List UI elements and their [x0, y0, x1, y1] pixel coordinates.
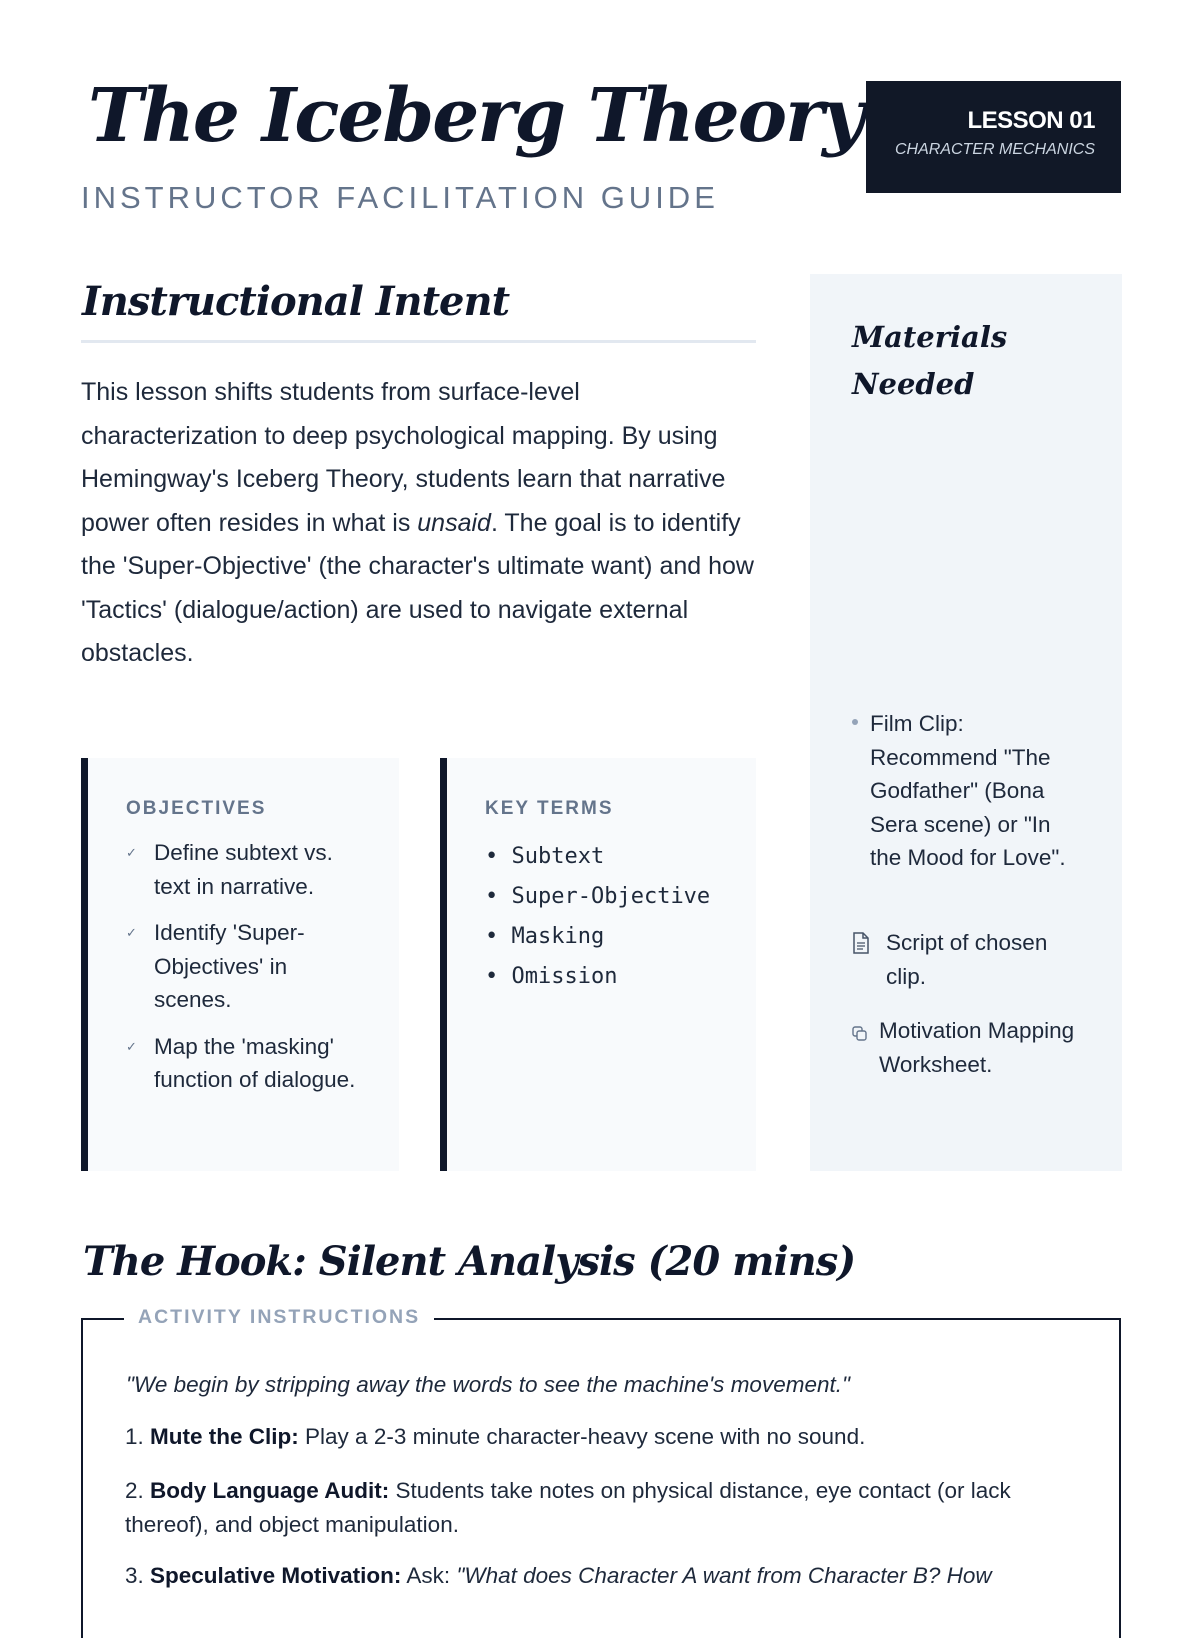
intent-body-before: This lesson shifts students from surface-level characterization to deep psychological mapping. By using Hemingway's Iceberg Theory, students learn that narrative power often resides in what is	[81, 378, 726, 537]
page-subtitle: INSTRUCTOR FACILITATION GUIDE	[81, 180, 719, 215]
activity-label: ACTIVITY INSTRUCTIONS	[124, 1306, 434, 1329]
objective-item: ✓ Identify 'Super-Objectives' in scenes.	[126, 916, 366, 1017]
objective-item: ✓ Map the 'masking' function of dialogue.	[126, 1030, 366, 1097]
intent-body-emphasis: unsaid	[417, 508, 491, 537]
material-item-film-clip: Film Clip: Recommend "The Godfather" (Bona Sera scene) or "In the Mood for Love".	[852, 707, 1077, 875]
activity-step: 1. Mute the Clip: Play a 2-3 minute character-heavy scene with no sound.	[125, 1424, 866, 1449]
intent-heading: Instructional Intent	[82, 278, 510, 325]
lesson-badge	[866, 81, 1121, 193]
key-term-item: • Super-Objective	[485, 884, 711, 909]
key-terms-label: KEY TERMS	[485, 798, 614, 819]
key-term-item: • Omission	[485, 964, 618, 989]
key-term-item: • Subtext	[485, 844, 605, 869]
materials-heading: Materials Needed	[852, 320, 1008, 401]
material-item-script: Script of chosen clip.	[852, 926, 1077, 993]
key-terms-list	[485, 840, 725, 1000]
material-item-worksheet: Motivation Mapping Worksheet.	[852, 1014, 1077, 1081]
key-terms-box	[440, 758, 756, 1171]
key-term-item: • Masking	[485, 924, 605, 949]
copy-icon	[852, 1018, 868, 1052]
page-title: The Iceberg Theory	[88, 73, 864, 159]
objectives-box	[81, 758, 399, 1171]
activity-step: 3. Speculative Motivation: Ask: "What does Character A want from Character B? How	[125, 1563, 992, 1588]
intent-divider	[81, 340, 756, 343]
materials-panel	[810, 274, 1122, 1171]
intent-body-after: . The goal is to identify the 'Super-Objective' (the character's ultimate want) and how 'Tactics' (dialogue/action) are used to navigate external obstacles.	[81, 508, 754, 667]
activity-box	[81, 1306, 1121, 1638]
check-icon: ✓	[126, 1038, 137, 1054]
objectives-label: OBJECTIVES	[126, 798, 267, 819]
objectives-list	[126, 836, 366, 1110]
lesson-number: LESSON 01	[967, 107, 1095, 134]
lesson-topic: CHARACTER MECHANICS	[894, 141, 1095, 158]
bullet-dot-icon	[852, 719, 858, 725]
activity-quote: "We begin by stripping away the words to see the machine's movement."	[126, 1372, 850, 1397]
check-icon: ✓	[126, 845, 137, 860]
document-icon	[852, 930, 870, 964]
hook-heading: The Hook: Silent Analysis (20 mins)	[83, 1238, 856, 1285]
activity-step: 2. Body Language Audit: Students take notes on physical distance, eye contact (or lack thereof), and object manipulation.	[125, 1478, 1011, 1537]
objective-item: ✓ Define subtext vs. text in narrative.	[126, 836, 366, 903]
check-icon: ✓	[126, 925, 137, 940]
intent-body	[81, 371, 761, 676]
